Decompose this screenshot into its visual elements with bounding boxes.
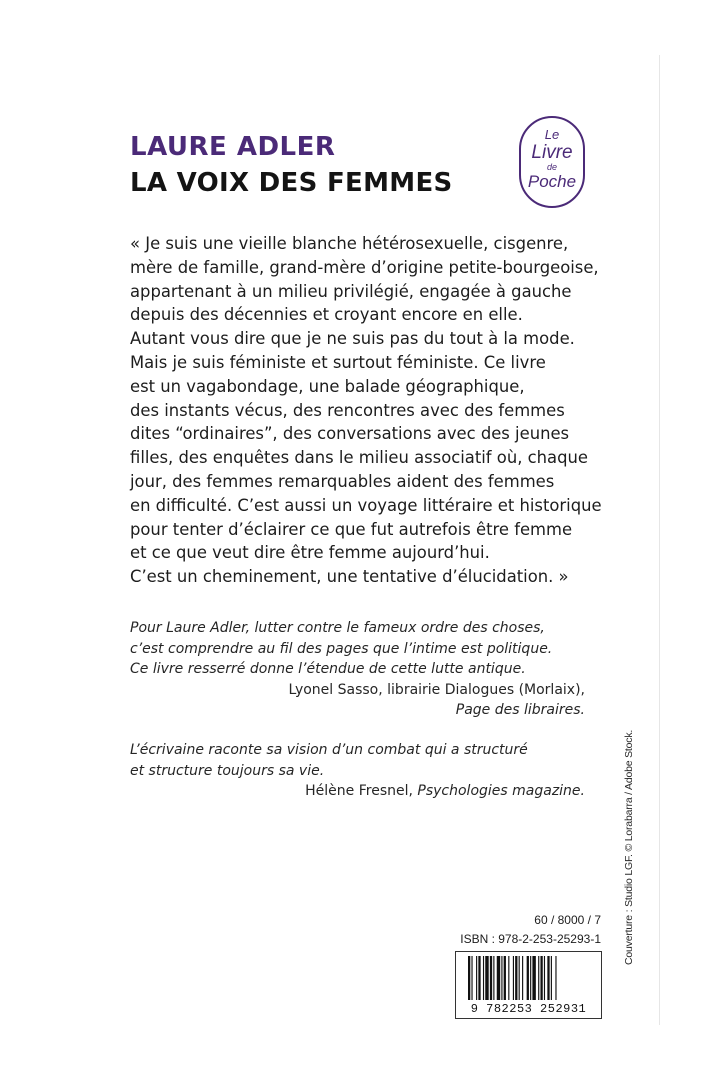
author-name: LAURE ADLER (130, 132, 336, 162)
quote-line: filles, des enquêtes dans le milieu associatif où, chaque (130, 448, 588, 468)
barcode-digits: 9 782253 252931 (470, 1002, 587, 1016)
review-source-title: Page des libraires. (455, 702, 585, 718)
quote-line: en difficulté. C’est aussi un voyage littéraire et historique (130, 495, 602, 515)
review-line: c’est comprendre au fil des pages que l’intime est politique. (130, 640, 553, 657)
review-author: Hélène Fresnel, (305, 783, 418, 799)
review-line: L’écrivaine raconte sa vision d’un combat qui a structuré (130, 742, 528, 758)
quote-line: Autant vous dire que je ne suis pas du tout à la mode. (130, 329, 575, 349)
le-livre-de-poche-logo (519, 116, 585, 208)
review-attribution (130, 781, 585, 802)
logo-text-livre: Livre (531, 142, 573, 163)
barcode (455, 951, 602, 1019)
quote-line: Mais je suis féministe et surtout féministe. Ce livre (130, 352, 546, 372)
review-attribution: Lyonel Sasso, librairie Dialogues (Morlaix), (288, 681, 585, 698)
book-title: LA VOIX DES FEMMES (130, 168, 453, 198)
cover-credit: Couverture : Studio LGF. © Lorabarra / Adobe Stock. (623, 729, 635, 965)
quote-line: pour tenter d’éclairer ce que fut autrefois être femme (130, 519, 573, 539)
quote-line: et ce que veut dire être femme aujourd’hui. (130, 543, 490, 563)
barcode-bars-icon (466, 956, 593, 1000)
review-source (130, 700, 585, 721)
blurb-quote (130, 232, 610, 589)
quote-line: des instants vécus, des rencontres avec des femmes (130, 400, 565, 420)
quote-line: dites “ordinaires”, des conversations avec des jeunes (130, 424, 570, 444)
review-line: Ce livre resserré donne l’étendue de cette lutte antique. (130, 661, 526, 677)
price-code: 60 / 8000 / 7 (534, 913, 601, 927)
logo-text-le: Le (544, 127, 560, 142)
logo-text-poche: Poche (527, 172, 577, 191)
quote-line: appartenant à un milieu privilégié, engagée à gauche (130, 281, 572, 301)
quote-line: jour, des femmes remarquables aident des femmes (130, 471, 555, 491)
review-line: Pour Laure Adler, lutter contre le fameux ordre des choses, (130, 620, 545, 636)
logo-text-de: de (546, 162, 557, 172)
quote-line: mère de famille, grand-mère d’origine petite-bourgeoise, (130, 257, 599, 277)
spine-fold-line (659, 55, 660, 1025)
quote-line: « Je suis une vieille blanche hétérosexuelle, cisgenre, (130, 234, 569, 253)
review-line: et structure toujours sa vie. (130, 762, 325, 779)
isbn-number: ISBN : 978-2-253-25293-1 (460, 932, 601, 946)
quote-line: depuis des décennies et croyant encore en elle. (130, 305, 523, 325)
quote-line: est un vagabondage, une balade géographique, (130, 376, 525, 396)
review-fresnel (130, 740, 585, 802)
quote-line: C’est un cheminement, une tentative d’élucidation. » (130, 567, 569, 587)
review-sasso (130, 618, 585, 721)
review-source-title: Psychologies magazine. (417, 783, 585, 799)
